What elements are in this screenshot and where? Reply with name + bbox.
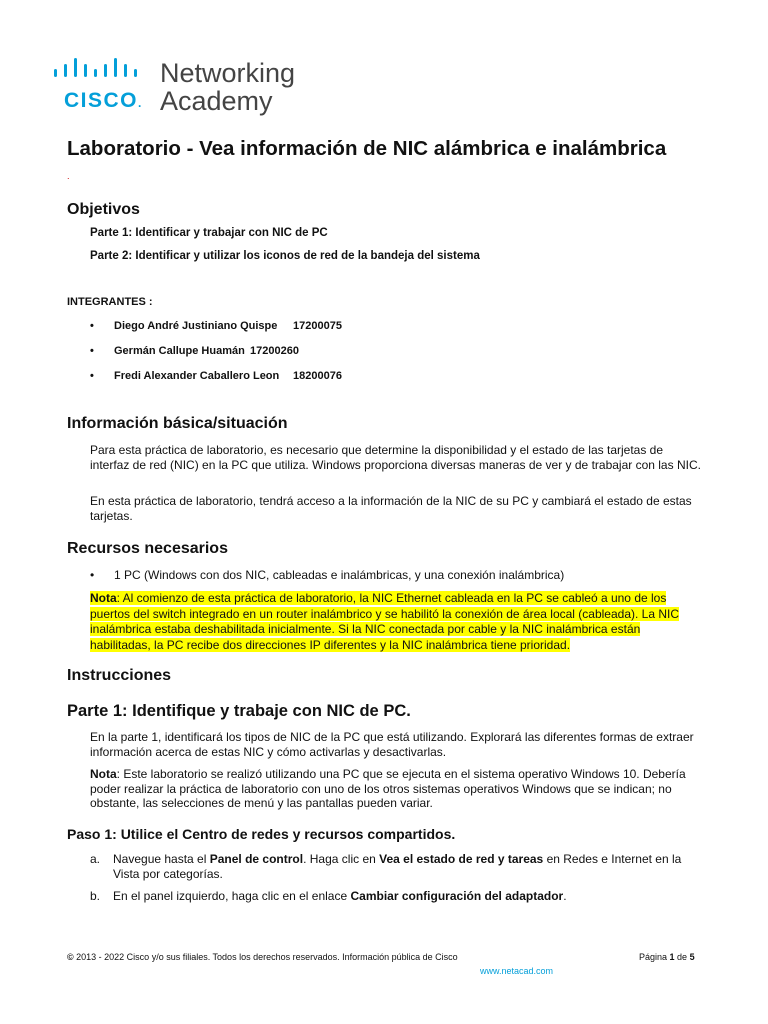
bullet-icon: •	[90, 568, 95, 582]
footer-page-number	[639, 952, 695, 962]
copyright-text: 2013 - 2022 Cisco y/o sus filiales. Todos los derechos reservados. Información pública de Cisco	[73, 952, 458, 962]
page-title: Laboratorio - Vea información de NIC alámbrica e inalámbrica	[67, 137, 667, 160]
logo-academy-text: Academy	[160, 86, 273, 116]
resources-heading: Recursos necesarios	[67, 540, 228, 557]
member-name: Fredi Alexander Caballero Leon	[114, 370, 280, 382]
step-a-text: . Haga clic en	[303, 852, 380, 866]
member-name: Diego André Justiniano Quispe	[114, 320, 278, 332]
background-heading: Información básica/situación	[67, 415, 288, 432]
step-a-text: en Redes e Internet en la Vista por categorías.	[113, 852, 682, 881]
netacad-link[interactable]: www.netacad.com	[480, 966, 554, 976]
highlighted-note	[90, 591, 702, 653]
part1-note	[90, 767, 702, 811]
resource-item	[90, 568, 564, 582]
step-b-text: En el panel izquierdo, haga clic en el enlace	[113, 889, 351, 903]
bullet-icon: •	[90, 320, 94, 332]
copyright-icon: ©	[67, 952, 74, 962]
cisco-wordmark: CISCO.	[64, 89, 142, 112]
member-code: 17200075	[293, 320, 342, 332]
step-b-text: .	[563, 889, 567, 903]
page-mid: de	[674, 952, 690, 962]
note-label: Nota	[90, 591, 117, 605]
step-a	[90, 852, 702, 881]
step-a-text: Navegue hasta el	[113, 852, 210, 866]
member-item	[90, 370, 342, 382]
part1-heading: Parte 1: Identifique y trabaje con NIC de PC.	[67, 702, 411, 720]
page-num: 1	[669, 952, 675, 962]
cisco-bars-icon	[52, 58, 152, 80]
objectives-heading: Objetivos	[67, 201, 140, 218]
step-b-label: b.	[90, 889, 101, 903]
part1-paragraph: En la parte 1, identificará los tipos de NIC de la PC que está utilizando. Explorará las diferentes formas de extraer información acerca de estas NIC y cómo activarlas y desactivarlas.	[90, 730, 694, 759]
objective-item: Parte 1: Identificar y trabajar con NIC de PC	[90, 227, 328, 239]
step-a-label: a.	[90, 852, 101, 866]
member-item	[90, 345, 299, 357]
step-b	[90, 889, 702, 904]
members-label: INTEGRANTES :	[67, 296, 153, 308]
objective-item: Parte 2: Identificar y utilizar los iconos de red de la bandeja del sistema	[90, 250, 480, 262]
bullet-icon: •	[90, 370, 94, 382]
note-text: : Al comienzo de esta práctica de laboratorio, la NIC Ethernet cableada en la PC se cableó a uno de los puertos del switch integrado en un router inalámbrico y se habilitó la conexión de área local (cableada). La NIC inalámbrica estaba deshabilitada inicialmente. Si la NIC conectada por cable y la NIC inalámbrica están habilitadas, la PC recibe dos direcciones IP diferentes y la NIC inalámbrica tiene prioridad.	[90, 591, 680, 652]
step1-heading: Paso 1: Utilice el Centro de redes y recursos compartidos.	[67, 826, 456, 842]
footer-copyright	[67, 952, 458, 962]
member-item	[90, 320, 342, 332]
step-a-bold: Panel de control	[209, 852, 304, 866]
step-b-bold: Cambiar configuración del adaptador	[350, 889, 564, 903]
part1-note-label: Nota	[90, 767, 117, 781]
member-name: Germán Callupe Huamán	[114, 345, 245, 357]
part1-note-text: : Este laboratorio se realizó utilizando una PC que se ejecuta en el sistema operativo Windows 10. Debería poder realizar la práctica de laboratorio con uno de los otros sistemas operativos Windows que se indican; no obstante, las selecciones de menú y las pantallas pueden variar.	[90, 767, 686, 810]
tiny-mark: .	[67, 171, 70, 181]
step-a-bold: Vea el estado de red y tareas	[379, 852, 544, 866]
bullet-icon: •	[90, 345, 94, 357]
resource-text: 1 PC (Windows con dos NIC, cableadas e inalámbricas, y una conexión inalámbrica)	[114, 568, 565, 582]
instructions-heading: Instrucciones	[67, 667, 172, 684]
logo-networking-text: Networking	[160, 58, 296, 88]
page-total: 5	[689, 952, 695, 962]
member-code: 17200260	[250, 345, 299, 357]
page-prefix: Página	[639, 952, 670, 962]
background-paragraph: En esta práctica de laboratorio, tendrá acceso a la información de la NIC de su PC y cambiará el estado de estas tarjetas.	[90, 494, 692, 523]
member-code: 18200076	[293, 370, 342, 382]
background-paragraph: Para esta práctica de laboratorio, es necesario que determine la disponibilidad y el estado de las tarjetas de interfaz de red (NIC) en la PC que utiliza. Windows proporciona diversas maneras de ver y de trabajar con las NIC.	[90, 443, 701, 472]
